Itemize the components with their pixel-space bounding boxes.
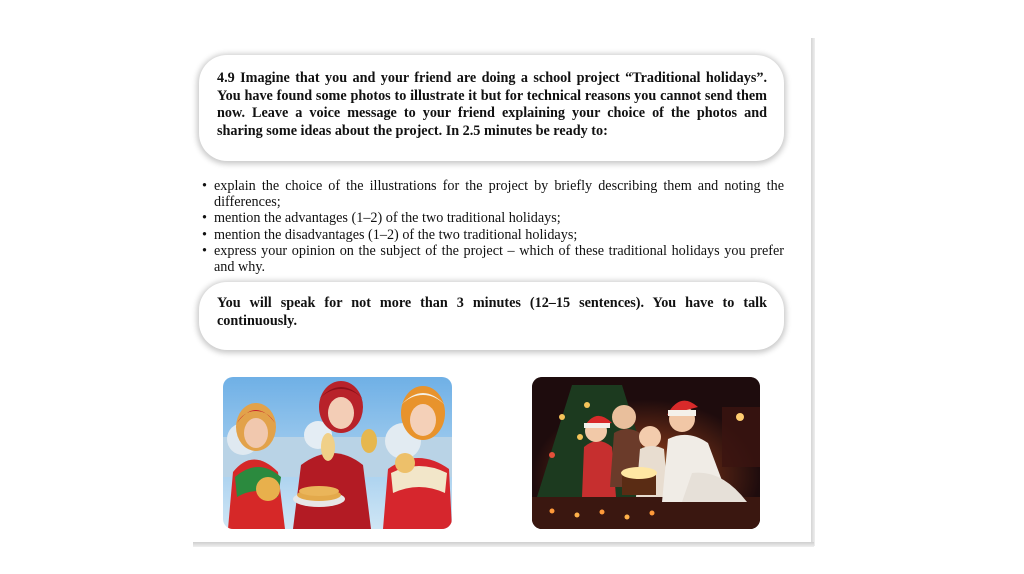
bullet-dot-icon: • (202, 226, 207, 243)
slide-shadow-bottom (193, 542, 814, 547)
christmas-photo-icon (532, 377, 760, 529)
bullet-item (200, 227, 784, 243)
bullet-text: explain the choice of the illustrations for the project by briefly describing them and noting the differences; (214, 178, 784, 211)
bullet-text: mention the disadvantages (1–2) of the two traditional holidays; (214, 226, 578, 243)
task-prompt-box (199, 55, 784, 161)
bullet-dot-icon: • (202, 178, 207, 194)
slide-shadow-right (811, 38, 815, 546)
bullet-item (200, 210, 784, 226)
speaking-note-box (199, 282, 784, 350)
speaking-note-text: You will speak for not more than 3 minutes (12–15 sentences). You have to talk continuously. (217, 295, 767, 329)
photo-christmas (532, 377, 760, 529)
task-bullet-list (200, 178, 784, 275)
bullet-dot-icon: • (202, 210, 207, 227)
photo-maslenitsa (223, 377, 452, 529)
bullet-text: mention the advantages (1–2) of the two traditional holidays; (214, 210, 561, 227)
bullet-item (200, 243, 784, 275)
bullet-dot-icon: • (202, 242, 207, 259)
task-prompt-text: 4.9 Imagine that you and your friend are doing a school project “Traditional holidays”. You have found some photos to illustrate it but for technical reasons you cannot send them now. Leave a voice message to your friend explaining your choice of the photos and sharing some ideas about the project. In 2.5 minutes be ready to: (217, 70, 767, 139)
bullet-item (200, 178, 784, 210)
bullet-text: express your opinion on the subject of the project – which of these traditional holidays you prefer and why. (214, 242, 784, 276)
maslenitsa-photo-icon (223, 377, 452, 529)
